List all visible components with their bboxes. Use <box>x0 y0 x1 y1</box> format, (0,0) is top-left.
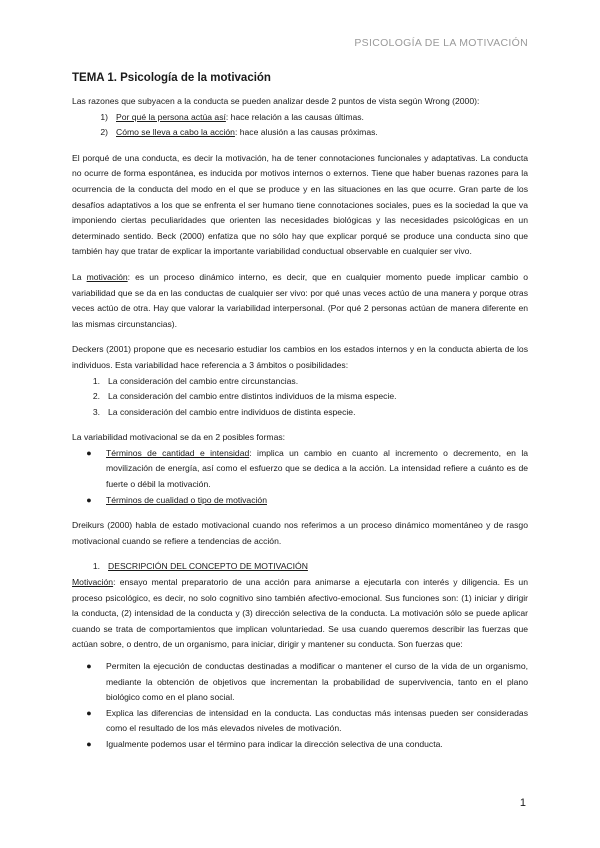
list-item: 1) Por qué la persona actúa así: hace relación a las causas últimas. <box>100 111 364 122</box>
paragraph-definicion: Motivación: ensayo mental preparatorio de una acción para animarse a ejecutarla con interés y diligencia. Es un proceso psicológico, es decir, no solo cognitivo sino también afectivo-emocional. Sus funciones son: (1) iniciar y dirigir la conducta, (2) intensidad de la conducta y (3) dirección selectiva de la conducta. La motivación sólo se puede aplicar cuando se trata de comportamientos que implican voluntariedad. Se usa cuando queremos describir las fuerzas que actúan sobre, o dentro, de un organismo, para iniciar, dirigir y mantener su conducta. Son fuerzas que: <box>72 577 528 650</box>
list-item: 2. La consideración del cambio entre distintos individuos de la misma especie. <box>92 391 397 402</box>
paragraph-dreikurs: Dreikurs (2000) habla de estado motivacional cuando nos referimos a un proceso dinámico momentáneo y de rasgo motivacional cuando se refiere a tendencias de acción. <box>72 520 528 546</box>
paragraph-motivacion: La motivación: es un proceso dinámico interno, es decir, que en cualquier momento puede implicar cambio o variabilidad que se da en las conductas de cualquier ser vivo: por qué unas veces actúo de una manera y porque otras veces actúo de otra. Hay que valorar la variabilidad interpersonal. (Por qué 2 personas actúan de manera diferente en las mismas circunstancias). <box>72 271 528 329</box>
paragraph-variabilidad: La variabilidad motivacional se da en 2 posibles formas: <box>72 432 286 443</box>
list-item: ● Igualmente podemos usar el término para indicar la dirección selectiva de una conducta. <box>86 738 443 749</box>
section-heading: 1. DESCRIPCIÓN DEL CONCEPTO DE MOTIVACIÓN <box>92 561 308 572</box>
ambitos-list <box>72 374 528 421</box>
list-item: 3. La consideración del cambio entre individuos de distinta especie. <box>92 406 356 417</box>
fuerzas-list <box>72 659 528 753</box>
formas-list <box>72 446 528 508</box>
intro-paragraph: Las razones que subyacen a la conducta se pueden analizar desde 2 puntos de vista según Wrong (2000): <box>72 96 480 106</box>
page-number: 1 <box>519 797 526 809</box>
document-body <box>72 70 528 753</box>
list-item: 2) Cómo se lleva a cabo la acción: hace alusión a las causas próximas. <box>100 127 378 138</box>
page-header: PSICOLOGÍA DE LA MOTIVACIÓN <box>354 37 528 49</box>
viewpoints-list <box>72 110 528 141</box>
page-title: TEMA 1. Psicología de la motivación <box>72 72 271 84</box>
list-item: ● Explica las diferencias de intensidad en la conducta. Las conductas más intensas pueden ser consideradas como el resultado de los más elevados niveles de motivación. <box>86 707 528 734</box>
list-item: 1. La consideración del cambio entre circunstancias. <box>92 375 299 386</box>
paragraph-deckers: Deckers (2001) propone que es necesario estudiar los cambios en los estados internos y en la conducta abierta de los individuos. Esta variabilidad hace referencia a 3 ámbitos o posibilidades: <box>72 344 528 370</box>
list-item: ● Términos de cualidad o tipo de motivación <box>86 494 267 505</box>
paragraph-porque: El porqué de una conducta, es decir la motivación, ha de tener connotaciones funcionales y adaptativas. La conducta no ocurre de forma espontánea, es inducida por motivos internos o externos. Tiene que haber buenas razones para la ocurrencia de la conducta del modo en el que se produce y en las situaciones en las que ocurre. Gran parte de los desafíos adaptativos a los que se enfrenta el ser humano tiene connotaciones sociales, pues es la sociedad la que va imponiendo ciertas peculiaridades que orienten las necesidades biológicas y las necesidades psicológicas en un determinado sentido. Beck (2000) enfatiza que no sólo hay que explicar porqué se produce una conducta sino que también hay que tratar de explicar la importante variabilidad conductual observable en cualquier ser vivo. <box>72 152 528 257</box>
list-item: ● Permiten la ejecución de conductas destinadas a modificar o mantener el curso de la vida de un organismo, mediante la obtención de objetivos que incrementan la probabilidad de supervivencia, tanto en el plano biológico como en el plano social. <box>86 661 528 703</box>
list-item: ● Términos de cantidad e intensidad: implica un cambio en cuanto al incremento o decremento, en la movilización de energía, así como el esfuerzo que se dedica a la acción. La intensidad refiere a cuánto es de fuerte o débil la motivación. <box>86 447 529 490</box>
